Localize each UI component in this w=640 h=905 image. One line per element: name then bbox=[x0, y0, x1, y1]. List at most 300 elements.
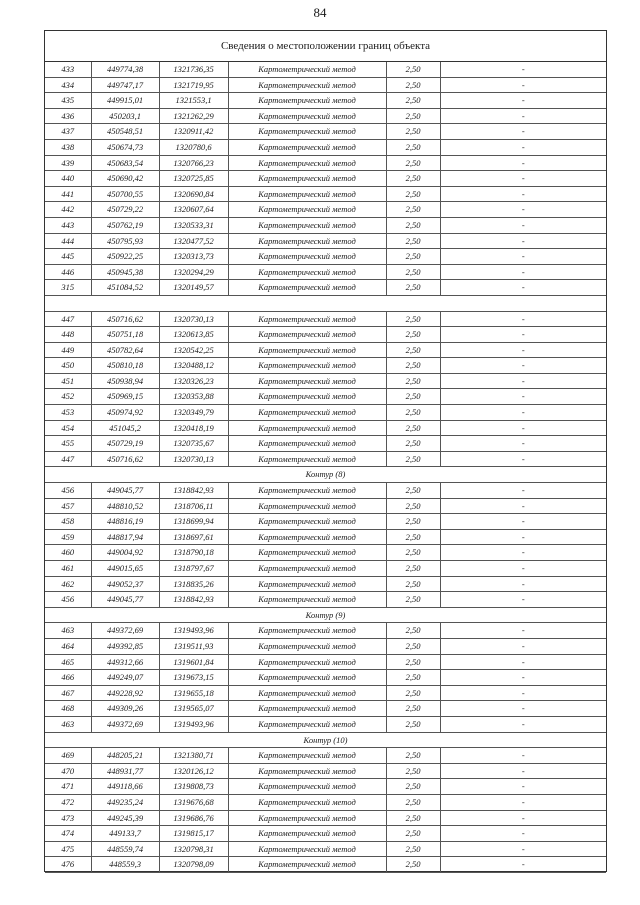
note-cell: - bbox=[440, 592, 606, 608]
method-cell: Картометрический метод bbox=[228, 264, 386, 280]
y-coordinate-cell: 1320477,52 bbox=[159, 233, 228, 249]
x-coordinate-cell: 449312,66 bbox=[91, 654, 159, 670]
method-cell: Картометрический метод bbox=[228, 233, 386, 249]
point-number-cell: 438 bbox=[45, 139, 91, 155]
y-coordinate-cell: 1321736,35 bbox=[159, 62, 228, 77]
contour-header-row bbox=[45, 607, 606, 623]
y-coordinate-cell: 1318699,94 bbox=[159, 514, 228, 530]
y-coordinate-cell: 1319601,84 bbox=[159, 654, 228, 670]
x-coordinate-cell: 450810,18 bbox=[91, 358, 159, 374]
x-coordinate-cell: 448205,21 bbox=[91, 748, 159, 764]
x-coordinate-cell: 449004,92 bbox=[91, 545, 159, 561]
point-number-cell: 315 bbox=[45, 280, 91, 296]
table-row bbox=[45, 701, 606, 717]
table-row bbox=[45, 638, 606, 654]
x-coordinate-cell: 450751,18 bbox=[91, 327, 159, 343]
accuracy-cell: 2,50 bbox=[386, 93, 440, 109]
y-coordinate-cell: 1320294,29 bbox=[159, 264, 228, 280]
accuracy-cell: 2,50 bbox=[386, 498, 440, 514]
note-cell: - bbox=[440, 623, 606, 639]
x-coordinate-cell: 449118,66 bbox=[91, 779, 159, 795]
x-coordinate-cell: 449045,77 bbox=[91, 592, 159, 608]
note-cell: - bbox=[440, 124, 606, 140]
method-cell: Картометрический метод bbox=[228, 654, 386, 670]
y-coordinate-cell: 1319655,18 bbox=[159, 685, 228, 701]
method-cell: Картометрический метод bbox=[228, 280, 386, 296]
point-number-cell: 447 bbox=[45, 311, 91, 327]
x-coordinate-cell: 450762,19 bbox=[91, 217, 159, 233]
accuracy-cell: 2,50 bbox=[386, 108, 440, 124]
method-cell: Картометрический метод bbox=[228, 311, 386, 327]
point-number-cell: 446 bbox=[45, 264, 91, 280]
table-row bbox=[45, 685, 606, 701]
point-number-cell: 453 bbox=[45, 405, 91, 421]
method-cell: Картометрический метод bbox=[228, 436, 386, 452]
method-cell: Картометрический метод bbox=[228, 389, 386, 405]
note-cell: - bbox=[440, 810, 606, 826]
table-row bbox=[45, 420, 606, 436]
x-coordinate-cell: 449249,07 bbox=[91, 670, 159, 686]
table-row bbox=[45, 233, 606, 249]
point-number-cell: 450 bbox=[45, 358, 91, 374]
method-cell: Картометрический метод bbox=[228, 186, 386, 202]
accuracy-cell: 2,50 bbox=[386, 748, 440, 764]
method-cell: Картометрический метод bbox=[228, 171, 386, 187]
y-coordinate-cell: 1320725,85 bbox=[159, 171, 228, 187]
method-cell: Картометрический метод bbox=[228, 561, 386, 577]
y-coordinate-cell: 1318790,18 bbox=[159, 545, 228, 561]
point-number-cell: 467 bbox=[45, 685, 91, 701]
point-number-cell: 460 bbox=[45, 545, 91, 561]
y-coordinate-cell: 1321719,95 bbox=[159, 77, 228, 93]
accuracy-cell: 2,50 bbox=[386, 202, 440, 218]
x-coordinate-cell: 449015,65 bbox=[91, 561, 159, 577]
method-cell: Картометрический метод bbox=[228, 529, 386, 545]
point-number-cell: 469 bbox=[45, 748, 91, 764]
method-cell: Картометрический метод bbox=[228, 794, 386, 810]
boundary-table-frame bbox=[44, 30, 607, 872]
table-row bbox=[45, 748, 606, 764]
accuracy-cell: 2,50 bbox=[386, 841, 440, 857]
note-cell: - bbox=[440, 202, 606, 218]
page-number: 84 bbox=[313, 5, 327, 20]
table-row bbox=[45, 217, 606, 233]
y-coordinate-cell: 1320690,84 bbox=[159, 186, 228, 202]
table-row bbox=[45, 451, 606, 467]
x-coordinate-cell: 451045,2 bbox=[91, 420, 159, 436]
accuracy-cell: 2,50 bbox=[386, 794, 440, 810]
accuracy-cell: 2,50 bbox=[386, 623, 440, 639]
table-row bbox=[45, 342, 606, 358]
point-number-cell: 440 bbox=[45, 171, 91, 187]
accuracy-cell: 2,50 bbox=[386, 217, 440, 233]
x-coordinate-cell: 449372,69 bbox=[91, 623, 159, 639]
note-cell: - bbox=[440, 249, 606, 265]
x-coordinate-cell: 450548,51 bbox=[91, 124, 159, 140]
table-row bbox=[45, 264, 606, 280]
accuracy-cell: 2,50 bbox=[386, 358, 440, 374]
table-row bbox=[45, 592, 606, 608]
accuracy-cell: 2,50 bbox=[386, 576, 440, 592]
method-cell: Картометрический метод bbox=[228, 451, 386, 467]
x-coordinate-cell: 449052,37 bbox=[91, 576, 159, 592]
table-row bbox=[45, 545, 606, 561]
y-coordinate-cell: 1319493,96 bbox=[159, 716, 228, 732]
y-coordinate-cell: 1318797,67 bbox=[159, 561, 228, 577]
note-cell: - bbox=[440, 483, 606, 499]
table-row bbox=[45, 327, 606, 343]
x-coordinate-cell: 448817,94 bbox=[91, 529, 159, 545]
point-number-cell: 457 bbox=[45, 498, 91, 514]
accuracy-cell: 2,50 bbox=[386, 763, 440, 779]
point-number-cell: 463 bbox=[45, 623, 91, 639]
method-cell: Картометрический метод bbox=[228, 217, 386, 233]
point-number-cell: 475 bbox=[45, 841, 91, 857]
point-number-cell: 442 bbox=[45, 202, 91, 218]
point-number-cell: 445 bbox=[45, 249, 91, 265]
method-cell: Картометрический метод bbox=[228, 249, 386, 265]
y-coordinate-cell: 1319815,17 bbox=[159, 826, 228, 842]
x-coordinate-cell: 449309,26 bbox=[91, 701, 159, 717]
table-row bbox=[45, 280, 606, 296]
note-cell: - bbox=[440, 420, 606, 436]
point-number-cell: 476 bbox=[45, 857, 91, 873]
accuracy-cell: 2,50 bbox=[386, 62, 440, 77]
method-cell: Картометрический метод bbox=[228, 716, 386, 732]
contour-label: Контур (10) bbox=[45, 732, 606, 748]
y-coordinate-cell: 1320126,12 bbox=[159, 763, 228, 779]
note-cell: - bbox=[440, 529, 606, 545]
accuracy-cell: 2,50 bbox=[386, 810, 440, 826]
accuracy-cell: 2,50 bbox=[386, 373, 440, 389]
note-cell: - bbox=[440, 327, 606, 343]
y-coordinate-cell: 1320613,85 bbox=[159, 327, 228, 343]
coordinates-table bbox=[45, 62, 606, 873]
accuracy-cell: 2,50 bbox=[386, 436, 440, 452]
table-row bbox=[45, 826, 606, 842]
x-coordinate-cell: 450974,92 bbox=[91, 405, 159, 421]
table-body bbox=[45, 62, 606, 872]
table-row bbox=[45, 436, 606, 452]
x-coordinate-cell: 450674,73 bbox=[91, 139, 159, 155]
point-number-cell: 464 bbox=[45, 638, 91, 654]
note-cell: - bbox=[440, 701, 606, 717]
table-row bbox=[45, 108, 606, 124]
table-row bbox=[45, 62, 606, 77]
note-cell: - bbox=[440, 342, 606, 358]
note-cell: - bbox=[440, 217, 606, 233]
point-number-cell: 471 bbox=[45, 779, 91, 795]
method-cell: Картометрический метод bbox=[228, 545, 386, 561]
table-row bbox=[45, 670, 606, 686]
y-coordinate-cell: 1319676,68 bbox=[159, 794, 228, 810]
point-number-cell: 437 bbox=[45, 124, 91, 140]
y-coordinate-cell: 1320326,23 bbox=[159, 373, 228, 389]
accuracy-cell: 2,50 bbox=[386, 529, 440, 545]
y-coordinate-cell: 1318697,61 bbox=[159, 529, 228, 545]
note-cell: - bbox=[440, 139, 606, 155]
y-coordinate-cell: 1320730,13 bbox=[159, 451, 228, 467]
accuracy-cell: 2,50 bbox=[386, 654, 440, 670]
note-cell: - bbox=[440, 857, 606, 873]
note-cell: - bbox=[440, 841, 606, 857]
accuracy-cell: 2,50 bbox=[386, 280, 440, 296]
y-coordinate-cell: 1321262,29 bbox=[159, 108, 228, 124]
y-coordinate-cell: 1318842,93 bbox=[159, 592, 228, 608]
point-number-cell: 474 bbox=[45, 826, 91, 842]
method-cell: Картометрический метод bbox=[228, 841, 386, 857]
accuracy-cell: 2,50 bbox=[386, 249, 440, 265]
accuracy-cell: 2,50 bbox=[386, 389, 440, 405]
method-cell: Картометрический метод bbox=[228, 670, 386, 686]
point-number-cell: 433 bbox=[45, 62, 91, 77]
method-cell: Картометрический метод bbox=[228, 93, 386, 109]
table-row bbox=[45, 529, 606, 545]
y-coordinate-cell: 1319686,76 bbox=[159, 810, 228, 826]
contour-label: Контур (9) bbox=[45, 607, 606, 623]
method-cell: Картометрический метод bbox=[228, 779, 386, 795]
point-number-cell: 461 bbox=[45, 561, 91, 577]
note-cell: - bbox=[440, 264, 606, 280]
x-coordinate-cell: 450922,25 bbox=[91, 249, 159, 265]
note-cell: - bbox=[440, 311, 606, 327]
table-row bbox=[45, 498, 606, 514]
accuracy-cell: 2,50 bbox=[386, 670, 440, 686]
point-number-cell: 444 bbox=[45, 233, 91, 249]
x-coordinate-cell: 450729,19 bbox=[91, 436, 159, 452]
x-coordinate-cell: 449228,92 bbox=[91, 685, 159, 701]
note-cell: - bbox=[440, 826, 606, 842]
table-row bbox=[45, 358, 606, 374]
table-row bbox=[45, 186, 606, 202]
method-cell: Картометрический метод bbox=[228, 420, 386, 436]
accuracy-cell: 2,50 bbox=[386, 233, 440, 249]
method-cell: Картометрический метод bbox=[228, 763, 386, 779]
table-row bbox=[45, 763, 606, 779]
note-cell: - bbox=[440, 93, 606, 109]
separator-cell bbox=[45, 295, 606, 311]
method-cell: Картометрический метод bbox=[228, 685, 386, 701]
x-coordinate-cell: 450729,22 bbox=[91, 202, 159, 218]
accuracy-cell: 2,50 bbox=[386, 451, 440, 467]
x-coordinate-cell: 448816,19 bbox=[91, 514, 159, 530]
x-coordinate-cell: 448559,3 bbox=[91, 857, 159, 873]
accuracy-cell: 2,50 bbox=[386, 545, 440, 561]
accuracy-cell: 2,50 bbox=[386, 155, 440, 171]
x-coordinate-cell: 449392,85 bbox=[91, 638, 159, 654]
x-coordinate-cell: 449245,39 bbox=[91, 810, 159, 826]
y-coordinate-cell: 1320911,42 bbox=[159, 124, 228, 140]
note-cell: - bbox=[440, 186, 606, 202]
point-number-cell: 468 bbox=[45, 701, 91, 717]
accuracy-cell: 2,50 bbox=[386, 638, 440, 654]
table-row bbox=[45, 841, 606, 857]
method-cell: Картометрический метод bbox=[228, 638, 386, 654]
y-coordinate-cell: 1321380,71 bbox=[159, 748, 228, 764]
accuracy-cell: 2,50 bbox=[386, 716, 440, 732]
point-number-cell: 470 bbox=[45, 763, 91, 779]
accuracy-cell: 2,50 bbox=[386, 483, 440, 499]
method-cell: Картометрический метод bbox=[228, 373, 386, 389]
table-row bbox=[45, 623, 606, 639]
table-row bbox=[45, 857, 606, 873]
method-cell: Картометрический метод bbox=[228, 342, 386, 358]
note-cell: - bbox=[440, 155, 606, 171]
accuracy-cell: 2,50 bbox=[386, 826, 440, 842]
point-number-cell: 462 bbox=[45, 576, 91, 592]
accuracy-cell: 2,50 bbox=[386, 685, 440, 701]
note-cell: - bbox=[440, 358, 606, 374]
point-number-cell: 435 bbox=[45, 93, 91, 109]
table-row bbox=[45, 202, 606, 218]
contour-header-row bbox=[45, 467, 606, 483]
point-number-cell: 452 bbox=[45, 389, 91, 405]
method-cell: Картометрический метод bbox=[228, 405, 386, 421]
y-coordinate-cell: 1320542,25 bbox=[159, 342, 228, 358]
x-coordinate-cell: 448810,52 bbox=[91, 498, 159, 514]
point-number-cell: 436 bbox=[45, 108, 91, 124]
table-row bbox=[45, 155, 606, 171]
y-coordinate-cell: 1320313,73 bbox=[159, 249, 228, 265]
accuracy-cell: 2,50 bbox=[386, 264, 440, 280]
x-coordinate-cell: 450795,93 bbox=[91, 233, 159, 249]
note-cell: - bbox=[440, 561, 606, 577]
point-number-cell: 451 bbox=[45, 373, 91, 389]
y-coordinate-cell: 1320349,79 bbox=[159, 405, 228, 421]
table-row bbox=[45, 654, 606, 670]
method-cell: Картометрический метод bbox=[228, 483, 386, 499]
table-row bbox=[45, 794, 606, 810]
method-cell: Картометрический метод bbox=[228, 108, 386, 124]
y-coordinate-cell: 1319511,93 bbox=[159, 638, 228, 654]
note-cell: - bbox=[440, 670, 606, 686]
x-coordinate-cell: 450690,42 bbox=[91, 171, 159, 187]
accuracy-cell: 2,50 bbox=[386, 592, 440, 608]
x-coordinate-cell: 449747,17 bbox=[91, 77, 159, 93]
y-coordinate-cell: 1319493,96 bbox=[159, 623, 228, 639]
y-coordinate-cell: 1320730,13 bbox=[159, 311, 228, 327]
method-cell: Картометрический метод bbox=[228, 857, 386, 873]
point-number-cell: 455 bbox=[45, 436, 91, 452]
point-number-cell: 448 bbox=[45, 327, 91, 343]
method-cell: Картометрический метод bbox=[228, 826, 386, 842]
x-coordinate-cell: 449045,77 bbox=[91, 483, 159, 499]
y-coordinate-cell: 1320418,19 bbox=[159, 420, 228, 436]
x-coordinate-cell: 449915,01 bbox=[91, 93, 159, 109]
point-number-cell: 456 bbox=[45, 483, 91, 499]
table-title: Сведения о местоположении границ объекта bbox=[45, 31, 606, 62]
y-coordinate-cell: 1320353,88 bbox=[159, 389, 228, 405]
note-cell: - bbox=[440, 77, 606, 93]
table-row bbox=[45, 93, 606, 109]
y-coordinate-cell: 1319808,73 bbox=[159, 779, 228, 795]
note-cell: - bbox=[440, 62, 606, 77]
table-row bbox=[45, 124, 606, 140]
accuracy-cell: 2,50 bbox=[386, 514, 440, 530]
y-coordinate-cell: 1320533,31 bbox=[159, 217, 228, 233]
method-cell: Картометрический метод bbox=[228, 498, 386, 514]
note-cell: - bbox=[440, 514, 606, 530]
x-coordinate-cell: 450945,38 bbox=[91, 264, 159, 280]
point-number-cell: 459 bbox=[45, 529, 91, 545]
table-row bbox=[45, 373, 606, 389]
y-coordinate-cell: 1319673,15 bbox=[159, 670, 228, 686]
accuracy-cell: 2,50 bbox=[386, 311, 440, 327]
point-number-cell: 443 bbox=[45, 217, 91, 233]
note-cell: - bbox=[440, 108, 606, 124]
y-coordinate-cell: 1318835,26 bbox=[159, 576, 228, 592]
note-cell: - bbox=[440, 716, 606, 732]
note-cell: - bbox=[440, 654, 606, 670]
x-coordinate-cell: 449235,24 bbox=[91, 794, 159, 810]
table-row bbox=[45, 171, 606, 187]
note-cell: - bbox=[440, 685, 606, 701]
y-coordinate-cell: 1320488,12 bbox=[159, 358, 228, 374]
x-coordinate-cell: 449372,69 bbox=[91, 716, 159, 732]
method-cell: Картометрический метод bbox=[228, 576, 386, 592]
method-cell: Картометрический метод bbox=[228, 155, 386, 171]
table-row bbox=[45, 561, 606, 577]
method-cell: Картометрический метод bbox=[228, 62, 386, 77]
point-number-cell: 465 bbox=[45, 654, 91, 670]
y-coordinate-cell: 1320735,67 bbox=[159, 436, 228, 452]
table-row bbox=[45, 483, 606, 499]
contour-header-row bbox=[45, 732, 606, 748]
table-row bbox=[45, 576, 606, 592]
point-number-cell: 466 bbox=[45, 670, 91, 686]
accuracy-cell: 2,50 bbox=[386, 186, 440, 202]
table-row bbox=[45, 810, 606, 826]
x-coordinate-cell: 448559,74 bbox=[91, 841, 159, 857]
method-cell: Картометрический метод bbox=[228, 139, 386, 155]
note-cell: - bbox=[440, 389, 606, 405]
accuracy-cell: 2,50 bbox=[386, 420, 440, 436]
y-coordinate-cell: 1320798,31 bbox=[159, 841, 228, 857]
point-number-cell: 434 bbox=[45, 77, 91, 93]
y-coordinate-cell: 1321553,1 bbox=[159, 93, 228, 109]
x-coordinate-cell: 450716,62 bbox=[91, 311, 159, 327]
x-coordinate-cell: 450938,94 bbox=[91, 373, 159, 389]
x-coordinate-cell: 449774,38 bbox=[91, 62, 159, 77]
method-cell: Картометрический метод bbox=[228, 810, 386, 826]
table-row bbox=[45, 716, 606, 732]
table-row bbox=[45, 249, 606, 265]
y-coordinate-cell: 1320607,64 bbox=[159, 202, 228, 218]
table-row bbox=[45, 405, 606, 421]
point-number-cell: 441 bbox=[45, 186, 91, 202]
note-cell: - bbox=[440, 638, 606, 654]
accuracy-cell: 2,50 bbox=[386, 171, 440, 187]
method-cell: Картометрический метод bbox=[228, 623, 386, 639]
accuracy-cell: 2,50 bbox=[386, 405, 440, 421]
x-coordinate-cell: 450716,62 bbox=[91, 451, 159, 467]
y-coordinate-cell: 1320149,57 bbox=[159, 280, 228, 296]
accuracy-cell: 2,50 bbox=[386, 701, 440, 717]
method-cell: Картометрический метод bbox=[228, 514, 386, 530]
note-cell: - bbox=[440, 436, 606, 452]
accuracy-cell: 2,50 bbox=[386, 779, 440, 795]
accuracy-cell: 2,50 bbox=[386, 342, 440, 358]
method-cell: Картометрический метод bbox=[228, 748, 386, 764]
x-coordinate-cell: 450700,55 bbox=[91, 186, 159, 202]
note-cell: - bbox=[440, 498, 606, 514]
y-coordinate-cell: 1320780,6 bbox=[159, 139, 228, 155]
note-cell: - bbox=[440, 280, 606, 296]
x-coordinate-cell: 450782,64 bbox=[91, 342, 159, 358]
x-coordinate-cell: 451084,52 bbox=[91, 280, 159, 296]
accuracy-cell: 2,50 bbox=[386, 327, 440, 343]
x-coordinate-cell: 450969,15 bbox=[91, 389, 159, 405]
